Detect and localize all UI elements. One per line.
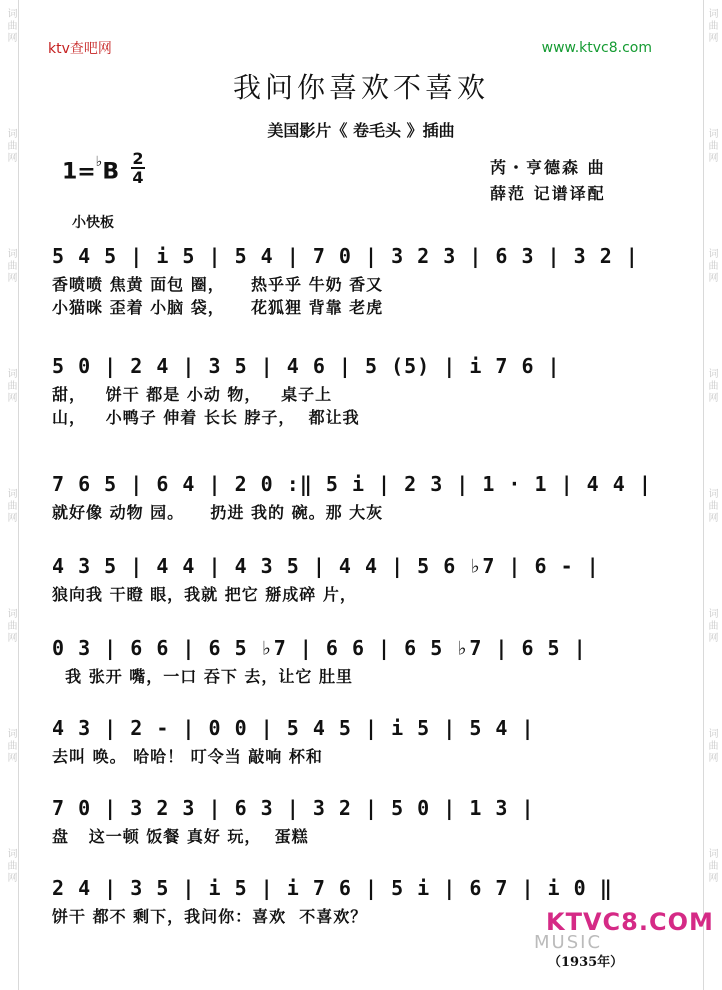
meter-bottom: 4 [132,168,144,187]
key-label: 1= [62,159,96,185]
side-watermark: 词曲网 [5,128,16,164]
stamp-text: KTVC8.COM [546,908,714,936]
time-signature [131,150,145,186]
tempo-marking: 小快板 [72,215,114,231]
score-system [52,792,672,847]
notation-line: 4 3 5 | 4 4 | 4 3 5 | 4 4 | 5 6 ♭7 | 6 - | [52,554,600,578]
lyric-line: 狼向我 干瞪 眼，我就 把它 掰成碎 片， [52,585,357,604]
composer-credit: 芮・亨德森 曲 [490,158,606,177]
side-watermark: 词曲网 [706,368,717,404]
lyric-line: 我 张开 嘴，一口 吞下 去，让它 肚里 [52,667,353,686]
notation-line: 5 0 | 2 4 | 3 5 | 4 6 | 5 (5) | i 7 6 | [52,354,561,378]
notation-line: 7 6 5 | 6 4 | 2 0 :‖ 5 i | 2 3 | 1 · 1 | 4 4 | [52,472,652,496]
score-system [52,550,672,605]
side-watermark: 词曲网 [5,368,16,404]
lyric-line: 去叫 唤。 哈哈！ 叮令当 敲响 杯和 [52,747,323,766]
notation-line: 4 3 | 2 - | 0 0 | 5 4 5 | i 5 | 5 4 | [52,716,535,740]
side-watermark: 词曲网 [706,248,717,284]
year-note: （1935年） [548,955,624,970]
notation-line: 2 4 | 3 5 | i 5 | i 7 6 | 5 i | 6 7 | i 0 ‖ [52,876,613,900]
side-watermark: 词曲网 [5,488,16,524]
lyric-line: 甜， 饼干 都是 小动 物， 桌子上 [52,385,333,404]
brand-watermark-left: ktv查吧网 [48,41,112,57]
notation-line: 5 4 5 | i 5 | 5 4 | 7 0 | 3 2 3 | 6 3 | 3 2 | [52,244,639,268]
notation-line: 7 0 | 3 2 3 | 6 3 | 3 2 | 5 0 | 1 3 | [52,796,535,820]
flat-sign: ♭ [95,154,103,170]
score-system [52,632,672,687]
song-title: 我问你喜欢不喜欢 [232,71,489,104]
lyric-line: 山， 小鸭子 伸着 长长 脖子， 都让我 [52,408,360,427]
side-watermark: 词曲网 [5,248,16,284]
lyric-line: 盘 这一顿 饭餐 真好 玩， 蛋糕 [52,827,309,846]
stamp-subtext: MUSIC [534,932,603,953]
song-subtitle: 美国影片《 卷毛头 》插曲 [267,121,455,140]
score-system [52,240,672,318]
side-watermark: 词曲网 [5,848,16,884]
side-watermark: 词曲网 [5,608,16,644]
side-watermark: 词曲网 [706,8,717,44]
side-watermark: 词曲网 [706,848,717,884]
side-watermark: 词曲网 [706,728,717,764]
lyric-line: 饼干 都不 剩下，我问你：喜欢 不喜欢？ [52,907,368,926]
lyric-line: 小猫咪 歪着 小脑 袋， 花狐狸 背靠 老虎 [52,298,384,317]
side-watermark: 词曲网 [706,128,717,164]
score-system [52,350,672,428]
meter-top: 2 [132,149,144,168]
key-signature [62,154,120,185]
side-watermark: 词曲网 [5,728,16,764]
key-note: B [102,159,120,185]
score-system [52,712,672,767]
notation-line: 0 3 | 6 6 | 6 5 ♭7 | 6 6 | 6 5 ♭7 | 6 5 | [52,636,587,660]
arranger-credit: 薛范 记谱译配 [490,184,606,203]
lyric-line: 就好像 动物 园。 扔进 我的 碗。那 大灰 [52,503,384,522]
score-system [52,468,672,523]
lyric-line: 香喷喷 焦黄 面包 圈， 热乎乎 牛奶 香又 [52,275,384,294]
side-watermark: 词曲网 [706,608,717,644]
side-watermark: 词曲网 [706,488,717,524]
brand-watermark-right: www.ktvc8.com [541,40,652,56]
side-watermark: 词曲网 [5,8,16,44]
ktvc8-watermark-stamp [534,906,714,962]
credits [490,155,606,207]
